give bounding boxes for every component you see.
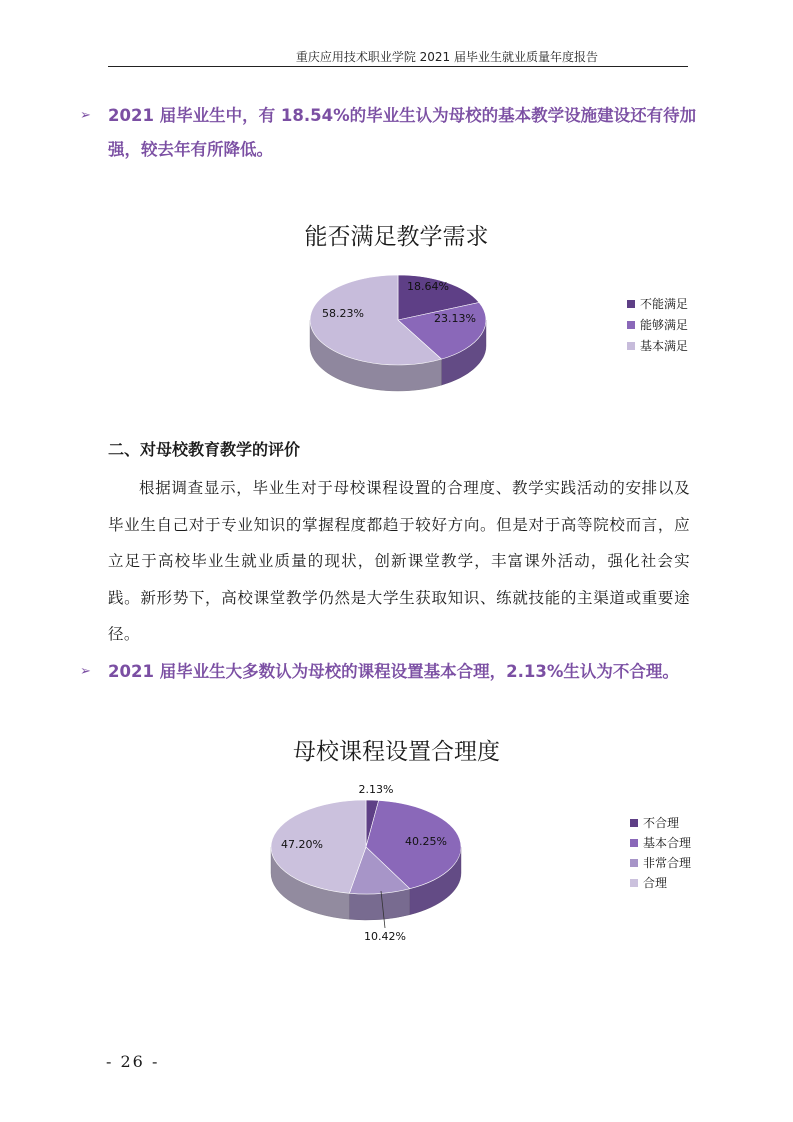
chart-title: 能否满足教学需求 <box>304 224 489 250</box>
section-heading: 二、对母校教育教学的评价 <box>108 440 301 459</box>
pie-chart-course-rationality <box>0 725 793 950</box>
legend-label: 合理 <box>643 876 668 890</box>
legend-swatch <box>627 300 635 308</box>
pie-chart-svg <box>0 725 793 950</box>
legend-swatch <box>627 321 635 329</box>
legend-swatch <box>630 859 638 867</box>
bullet-point-2 <box>80 655 700 689</box>
data-label: 2.13% <box>358 783 394 796</box>
legend-label: 非常合理 <box>643 856 692 870</box>
data-label: 23.13% <box>434 312 476 325</box>
pie-chart-svg <box>0 210 793 410</box>
arrow-bullet-icon: ➢ <box>80 664 91 679</box>
arrow-bullet-icon: ➢ <box>80 108 91 123</box>
legend-label: 不合理 <box>643 816 680 830</box>
legend-label: 基本合理 <box>643 836 692 850</box>
body-paragraph: 根据调查显示，毕业生对于母校课程设置的合理度、教学实践活动的安排以及毕业生自己对于专业知识的掌握程度都趋于较好方向。但是对于高等院校而言，应立足于高校毕业生就业质量的现状，创新课堂教学，丰富课外活动，强化社会实践。新形势下，高校课堂教学仍然是大学生获取知识、练就技能的主渠道或重要途径。 <box>108 479 690 643</box>
legend-swatch <box>630 879 638 887</box>
data-label: 10.42% <box>364 930 406 943</box>
legend-label: 不能满足 <box>640 297 689 311</box>
header-title: 重庆应用技术职业学院 2021 届毕业生就业质量年度报告 <box>295 50 598 64</box>
legend-swatch <box>630 819 638 827</box>
legend-label: 基本满足 <box>640 339 689 353</box>
legend-swatch <box>627 342 635 350</box>
data-label: 18.64% <box>407 280 449 293</box>
pie-chart-teaching-needs <box>0 210 793 410</box>
page-header <box>108 42 688 67</box>
bullet-point-1 <box>80 99 700 167</box>
bullet-text-1: 2021 届毕业生中，有 18.54%的毕业生认为母校的基本教学设施建设还有待加强，较去年有所降低。 <box>108 106 697 159</box>
legend-label: 能够满足 <box>640 318 689 332</box>
chart-title: 母校课程设置合理度 <box>293 739 500 765</box>
data-label: 47.20% <box>281 838 323 851</box>
data-label: 40.25% <box>405 835 447 848</box>
legend-swatch <box>630 839 638 847</box>
page-number: - 26 - <box>106 1052 160 1071</box>
bullet-text-2: 2021 届毕业生大多数认为母校的课程设置基本合理，2.13%生认为不合理。 <box>108 662 679 681</box>
data-label: 58.23% <box>322 307 364 320</box>
